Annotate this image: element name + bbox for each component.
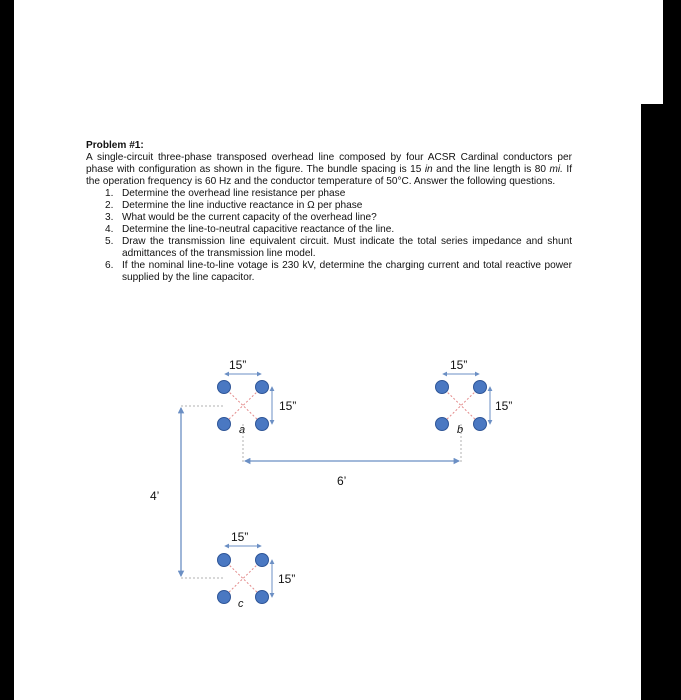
question-item: 4. Determine the line-to-neutral capacitive reactance of the line. xyxy=(105,224,395,235)
question-item: 1. Determine the overhead line resistance per phase xyxy=(105,188,346,199)
conductor xyxy=(436,381,449,394)
intro-line-4: temperature of 50°C. Answer the following questions. xyxy=(317,176,556,187)
conductor xyxy=(218,554,231,567)
problem-title: Problem #1: xyxy=(86,140,144,151)
bundle-b-width-label: 15” xyxy=(450,358,468,372)
question-item: 5. Draw the transmission line equivalent circuit. Must indicate the total series impedance and shunt admittances of the transmission line model. xyxy=(105,236,572,259)
vertical-spacing-label: 4’ xyxy=(150,489,160,503)
conductor xyxy=(474,418,487,431)
bundle-b-label: b xyxy=(457,424,464,436)
conductor xyxy=(218,381,231,394)
horizontal-spacing-label: 6’ xyxy=(337,474,347,488)
bundle-a-width-label: 15” xyxy=(229,358,247,372)
conductor xyxy=(256,591,269,604)
bundle-c xyxy=(218,530,296,610)
intro-unit-in: in xyxy=(424,164,433,175)
question-item: 2. Determine the line inductive reactance in Ω per phase xyxy=(105,200,363,211)
intro-line-3-mid: and the line length is 80 xyxy=(432,164,550,175)
question-item: 6. If the nominal line-to-line votage is 230 kV, determine the charging current and total reactive power supplied by the line capacitor. xyxy=(105,260,572,283)
intro-unit-mi: mi. xyxy=(549,164,563,175)
bundle-c-height-label: 15” xyxy=(278,572,296,586)
conductor xyxy=(218,418,231,431)
conductor xyxy=(474,381,487,394)
conductor xyxy=(256,418,269,431)
bundle-a xyxy=(218,358,297,436)
conductor xyxy=(256,381,269,394)
question-item: 3. What would be the current capacity of the overhead line? xyxy=(105,212,377,223)
intro-line-3-end: If the operation frequency is 60 Hz and the conductor xyxy=(86,164,573,187)
bundle-b xyxy=(436,358,513,436)
conductor xyxy=(256,554,269,567)
intro-line-2: conductors per phase with configuration as shown in the figure. The bundle spacing is 15 xyxy=(86,152,572,175)
bundle-c-width-label: 15” xyxy=(231,530,249,544)
conductor xyxy=(436,418,449,431)
bundle-b-height-label: 15” xyxy=(495,399,513,413)
bundle-a-label: a xyxy=(239,424,246,436)
conductor xyxy=(218,591,231,604)
bundle-c-label: c xyxy=(238,598,244,610)
intro-line-1: A single-circuit three-phase transposed overhead line composed by four ACSR Cardinal xyxy=(86,152,499,163)
bundle-a-height-label: 15” xyxy=(279,399,297,413)
